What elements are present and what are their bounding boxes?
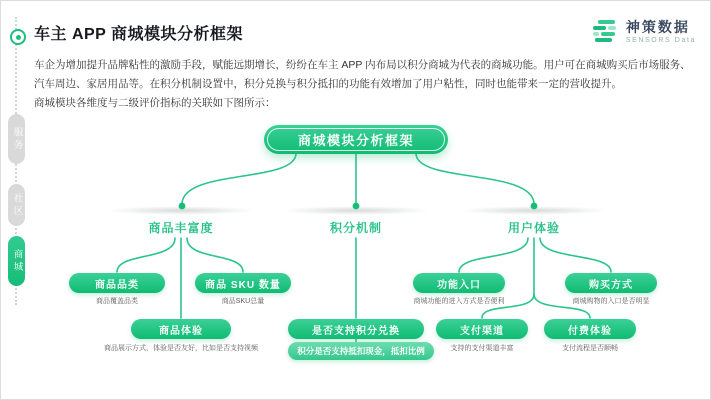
brand-text <box>626 20 696 44</box>
sidebar-tab-community[interactable]: 社区 <box>8 184 25 226</box>
node-payment-channel: 支付渠道 <box>436 319 528 339</box>
dot-shadow <box>281 206 431 215</box>
connector-path <box>187 238 243 272</box>
diagram-caption: 商城模块各维度与二级评价指标的关联如下图所示： <box>34 97 276 109</box>
node-points-redeem: 是否支持积分兑换 <box>288 319 424 339</box>
note-payment-experience: 支付流程是否顺畅 <box>562 345 618 352</box>
intro-paragraph: 车企为增加提升品牌粘性的激励手段，赋能远期增长，纷纷在车主 APP 内布局以积分商城为代表的商城功能。用户可在商城购买后市场服务、汽车周边、家居用品等。在积分机制设置中，积分兑换与积分抵扣的功能有效增加了用户粘性，同时也能带来一定的营收提升。 <box>34 59 691 90</box>
note-product-sku: 商品SKU总量 <box>221 298 265 305</box>
sensors-s-icon <box>590 17 620 47</box>
sidebar-tab-service[interactable]: 服务 <box>8 114 25 164</box>
branch-label-richness: 商品丰富度 <box>148 221 214 235</box>
note-function-entry: 商城功能的进入方式是否便利 <box>413 298 505 305</box>
node-product-experience: 商品体验 <box>131 319 231 339</box>
diagram-root-label: 商城模块分析框架 <box>297 133 414 148</box>
node-payment-experience: 付费体验 <box>544 319 636 339</box>
branch-label-ux: 用户体验 <box>507 221 560 235</box>
note-product-experience: 商品展示方式，体验是否友好，比如是否支持视频 <box>104 345 258 352</box>
node-product-category: 商品品类 <box>69 273 165 293</box>
diagram-root-node <box>264 125 448 154</box>
bullet-target-icon <box>10 29 26 45</box>
brand-subtitle: SENSORS Data <box>625 37 696 44</box>
sidebar-tab-mall[interactable]: 商城 <box>8 236 25 286</box>
page-title: 车主 APP 商城模块分析框架 <box>34 26 244 43</box>
branch-label-points: 积分机制 <box>329 221 382 235</box>
brand-name: 神策数据 <box>625 19 690 35</box>
note-product-category: 商品覆盖品类 <box>96 298 138 305</box>
note-purchase-method: 商城购物的入口是否明显 <box>572 298 650 305</box>
brand-logo <box>590 17 696 47</box>
connector-path <box>416 154 534 203</box>
connector-path <box>182 154 296 203</box>
dot-shadow <box>459 206 609 215</box>
node-points-deduction: 积分是否支持抵扣现金，抵扣比例 <box>288 342 434 360</box>
connector-path <box>540 238 611 272</box>
note-payment-channel: 支持的支付渠道丰富 <box>450 345 514 352</box>
node-function-entry: 功能入口 <box>413 273 505 293</box>
node-product-sku: 商品 SKU 数量 <box>195 273 291 293</box>
dot-shadow <box>106 206 256 215</box>
node-purchase-method: 购买方式 <box>565 273 657 293</box>
connector-path <box>117 238 175 272</box>
connector-path <box>459 238 528 272</box>
